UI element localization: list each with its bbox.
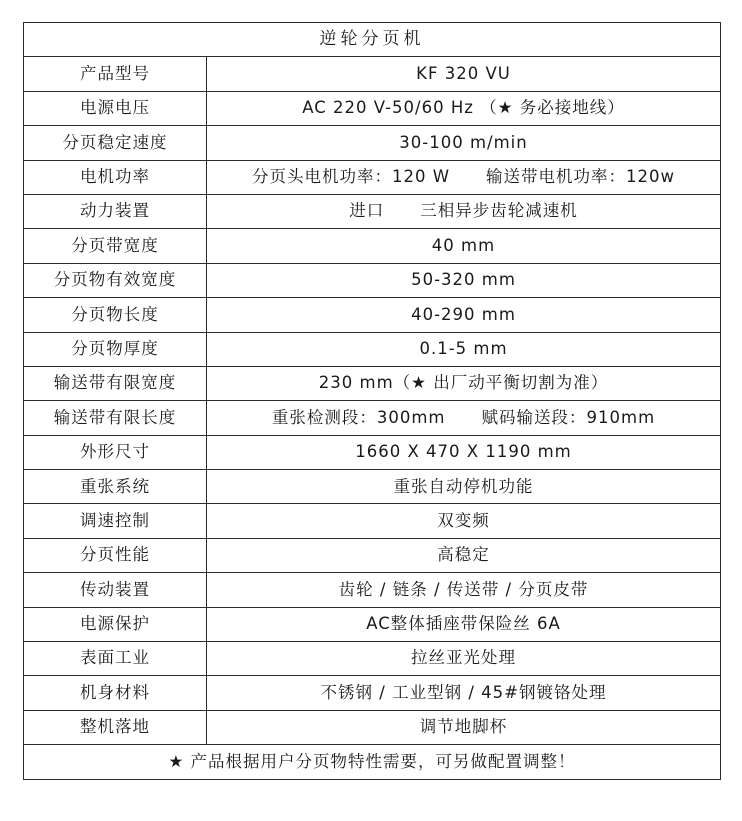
row-value: 0.1-5 mm xyxy=(207,332,721,366)
table-row xyxy=(24,710,721,744)
row-value: 双变频 xyxy=(207,504,721,538)
row-label: 分页物有效宽度 xyxy=(24,263,207,297)
row-value: 高稳定 xyxy=(207,538,721,572)
row-label: 分页稳定速度 xyxy=(24,126,207,160)
row-value-pair xyxy=(207,194,721,228)
row-label: 电源电压 xyxy=(24,91,207,125)
table-row xyxy=(24,263,721,297)
row-label: 传动装置 xyxy=(24,573,207,607)
spec-table xyxy=(23,22,721,780)
table-row xyxy=(24,194,721,228)
table-row xyxy=(24,642,721,676)
table-row xyxy=(24,298,721,332)
table-row xyxy=(24,676,721,710)
table-row xyxy=(24,57,721,91)
row-value: KF 320 VU xyxy=(207,57,721,91)
row-value: 重张自动停机功能 xyxy=(207,470,721,504)
row-label: 分页物长度 xyxy=(24,298,207,332)
row-value: 50-320 mm xyxy=(207,263,721,297)
row-value: AC整体插座带保险丝 6A xyxy=(207,607,721,641)
row-label: 分页性能 xyxy=(24,538,207,572)
row-label: 重张系统 xyxy=(24,470,207,504)
row-label: 输送带有限宽度 xyxy=(24,366,207,400)
table-row xyxy=(24,229,721,263)
row-label: 分页物厚度 xyxy=(24,332,207,366)
table-row xyxy=(24,401,721,435)
row-label: 电机功率 xyxy=(24,160,207,194)
row-label: 外形尺寸 xyxy=(24,435,207,469)
table-row xyxy=(24,607,721,641)
row-value-secondary: 三相异步齿轮减速机 xyxy=(420,201,578,221)
row-value-secondary: 赋码输送段：910mm xyxy=(481,407,656,427)
row-value-pair xyxy=(207,401,721,435)
table-row xyxy=(24,160,721,194)
row-value: 齿轮 / 链条 / 传送带 / 分页皮带 xyxy=(207,573,721,607)
table-row xyxy=(24,538,721,572)
row-label: 输送带有限长度 xyxy=(24,401,207,435)
row-label: 电源保护 xyxy=(24,607,207,641)
table-row xyxy=(24,470,721,504)
row-value: 30-100 m/min xyxy=(207,126,721,160)
row-value: 拉丝亚光处理 xyxy=(207,642,721,676)
row-label: 分页带宽度 xyxy=(24,229,207,263)
row-label: 表面工业 xyxy=(24,642,207,676)
table-row xyxy=(24,126,721,160)
row-value-pair xyxy=(207,160,721,194)
row-value: AC 220 V-50/60 Hz （★ 务必接地线） xyxy=(207,91,721,125)
row-value: 调节地脚杯 xyxy=(207,710,721,744)
footer-row xyxy=(24,745,721,779)
row-value: 分页头电机功率：120 W xyxy=(251,167,451,186)
spec-table-body xyxy=(24,23,721,780)
row-value: 40-290 mm xyxy=(207,298,721,332)
row-label: 整机落地 xyxy=(24,710,207,744)
row-label: 动力装置 xyxy=(24,194,207,228)
footer-note: ★ 产品根据用户分页物特性需要，可另做配置调整！ xyxy=(24,745,721,779)
table-row xyxy=(24,332,721,366)
row-label: 机身材料 xyxy=(24,676,207,710)
table-row xyxy=(24,573,721,607)
row-value-secondary: 输送带电机功率：120w xyxy=(486,167,676,186)
row-value: 40 mm xyxy=(207,229,721,263)
table-row xyxy=(24,366,721,400)
table-row xyxy=(24,91,721,125)
table-title: 逆轮分页机 xyxy=(24,23,721,57)
row-label: 调速控制 xyxy=(24,504,207,538)
row-label: 产品型号 xyxy=(24,57,207,91)
row-value: 重张检测段：300mm xyxy=(271,407,446,427)
row-value: 不锈钢 / 工业型钢 / 45#钢镀铬处理 xyxy=(207,676,721,710)
title-row xyxy=(24,23,721,57)
row-value: 1660 X 470 X 1190 mm xyxy=(207,435,721,469)
row-value: 进口 xyxy=(349,201,385,221)
row-value: 230 mm（★ 出厂动平衡切割为准） xyxy=(207,366,721,400)
table-row xyxy=(24,435,721,469)
table-row xyxy=(24,504,721,538)
